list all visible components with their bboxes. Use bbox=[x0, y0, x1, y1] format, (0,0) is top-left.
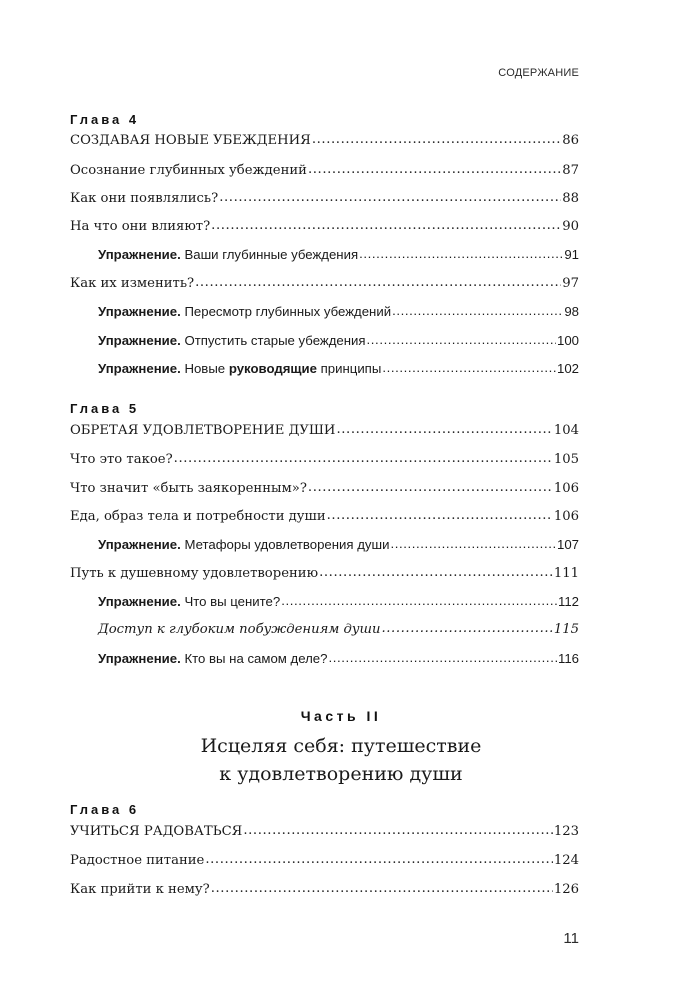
part-number: Часть II bbox=[300, 708, 382, 724]
toc-entry[interactable] bbox=[70, 133, 579, 153]
toc-entry-page: 106 bbox=[553, 481, 579, 496]
toc-entry-title: Что это такое? bbox=[70, 452, 173, 467]
exercise-title: Отпустить старые убеждения bbox=[184, 333, 366, 348]
toc-entry[interactable] bbox=[70, 509, 579, 529]
toc-entry-page: 111 bbox=[553, 566, 579, 581]
toc-entry[interactable] bbox=[70, 882, 579, 902]
toc-entry-title: Как прийти к нему? bbox=[70, 882, 210, 897]
toc-entry-title: ОБРЕТАЯ УДОВЛЕТВОРЕНИЕ ДУШИ bbox=[70, 423, 336, 438]
running-head: СОДЕРЖАНИЕ bbox=[498, 67, 579, 79]
page-number: 11 bbox=[563, 930, 579, 947]
toc-entry-page: 123 bbox=[553, 824, 579, 839]
dot-leader bbox=[327, 508, 553, 523]
exercise-label: Упражнение. bbox=[98, 361, 181, 376]
part-title-line-1: Исцеляя себя: путешествие bbox=[200, 735, 482, 757]
toc-entry[interactable] bbox=[70, 163, 579, 183]
exercise-label: Упражнение. bbox=[98, 651, 181, 666]
toc-entry-title: Еда, образ тела и потребности души bbox=[70, 509, 326, 524]
dot-leader bbox=[328, 650, 557, 665]
toc-entry[interactable] bbox=[70, 191, 579, 211]
toc-entry-title bbox=[98, 304, 391, 319]
toc-entry-page: 102 bbox=[556, 361, 579, 376]
toc-exercise-entry[interactable] bbox=[98, 304, 579, 324]
toc-entry-title: Что значит «быть заякоренным»? bbox=[70, 481, 307, 496]
toc-entry-page: 115 bbox=[553, 622, 579, 637]
toc-entry-page: 100 bbox=[556, 333, 579, 348]
dot-leader bbox=[308, 480, 553, 495]
dot-leader bbox=[381, 621, 552, 636]
toc-entry-page: 106 bbox=[553, 509, 579, 524]
dot-leader bbox=[367, 332, 556, 347]
toc-entry-page: 124 bbox=[553, 853, 579, 868]
toc-entry-title: Путь к душевному удовлетворению bbox=[70, 566, 319, 581]
exercise-title-part: принципы bbox=[320, 361, 382, 376]
exercise-title-part: Новые bbox=[184, 361, 226, 376]
toc-exercise-entry[interactable] bbox=[98, 537, 579, 557]
toc-entry-title bbox=[98, 361, 381, 376]
exercise-label: Упражнение. bbox=[98, 537, 181, 552]
exercise-label: Упражнение. bbox=[98, 304, 181, 319]
toc-entry-title: УЧИТЬСЯ РАДОВАТЬСЯ bbox=[70, 824, 243, 839]
exercise-title: Метафоры удовлетворения души bbox=[184, 537, 390, 552]
toc-entry[interactable] bbox=[70, 566, 579, 586]
toc-entry-page: 116 bbox=[557, 651, 579, 666]
toc-entry-page: 88 bbox=[562, 191, 579, 206]
toc-entry[interactable] bbox=[70, 219, 579, 239]
dot-leader bbox=[308, 162, 561, 177]
toc-entry[interactable] bbox=[70, 423, 579, 443]
toc-entry-page: 105 bbox=[553, 452, 579, 467]
toc-entry-title bbox=[98, 651, 327, 666]
chapter-6-label: Глава 6 bbox=[70, 802, 140, 817]
dot-leader bbox=[205, 852, 553, 867]
toc-entry[interactable] bbox=[70, 853, 579, 873]
dot-leader bbox=[219, 190, 561, 205]
toc-entry-title bbox=[98, 594, 280, 609]
toc-entry-title: Как они появлялись? bbox=[70, 191, 219, 206]
toc-entry[interactable] bbox=[70, 276, 579, 296]
toc-entry-page: 97 bbox=[562, 276, 579, 291]
exercise-title: Кто вы на самом деле? bbox=[184, 651, 328, 666]
toc-exercise-entry[interactable] bbox=[98, 651, 579, 671]
toc-entry[interactable] bbox=[70, 481, 579, 501]
dot-leader bbox=[174, 451, 553, 466]
toc-entry-title: Доступ к глубоким побуждениям души bbox=[98, 622, 381, 637]
exercise-label: Упражнение. bbox=[98, 247, 181, 262]
toc-entry-italic[interactable] bbox=[98, 622, 579, 642]
dot-leader bbox=[243, 823, 552, 838]
dot-leader bbox=[392, 303, 563, 318]
dot-leader bbox=[359, 246, 563, 261]
chapter-5-label: Глава 5 bbox=[70, 401, 140, 416]
chapter-4-label: Глава 4 bbox=[70, 112, 140, 127]
toc-exercise-entry[interactable] bbox=[98, 361, 579, 381]
toc-exercise-entry[interactable] bbox=[98, 333, 579, 353]
toc-entry-page: 126 bbox=[553, 882, 579, 897]
toc-entry-page: 107 bbox=[556, 537, 579, 552]
dot-leader bbox=[195, 275, 561, 290]
toc-entry-page: 104 bbox=[553, 423, 579, 438]
dot-leader bbox=[336, 422, 552, 437]
dot-leader bbox=[390, 536, 556, 551]
toc-entry-page: 90 bbox=[562, 219, 579, 234]
exercise-title-bold-part: руководящие bbox=[228, 361, 317, 376]
toc-entry-page: 87 bbox=[562, 163, 579, 178]
toc-entry-title: Осознание глубинных убеждений bbox=[70, 163, 307, 178]
toc-entry-title: Как их изменить? bbox=[70, 276, 195, 291]
dot-leader bbox=[382, 360, 556, 375]
toc-entry-title bbox=[98, 333, 366, 348]
dot-leader bbox=[211, 881, 553, 896]
toc-entry[interactable] bbox=[70, 824, 579, 844]
part-title-line-2: к удовлетворению души bbox=[219, 763, 463, 785]
toc-entry-title: Радостное питание bbox=[70, 853, 205, 868]
toc-entry-page: 91 bbox=[564, 247, 579, 262]
dot-leader bbox=[312, 132, 561, 147]
dot-leader bbox=[319, 565, 553, 580]
toc-entry-title bbox=[98, 537, 389, 552]
toc-entry-title: СОЗДАВАЯ НОВЫЕ УБЕЖДЕНИЯ bbox=[70, 133, 311, 148]
toc-entry-title bbox=[98, 247, 358, 262]
dot-leader bbox=[211, 218, 561, 233]
toc-entry-title: На что они влияют? bbox=[70, 219, 211, 234]
exercise-label: Упражнение. bbox=[98, 333, 181, 348]
toc-exercise-entry[interactable] bbox=[98, 247, 579, 267]
toc-exercise-entry[interactable] bbox=[98, 594, 579, 614]
exercise-title: Пересмотр глубинных убеждений bbox=[184, 304, 392, 319]
toc-entry-page: 112 bbox=[557, 594, 579, 609]
toc-entry-page: 98 bbox=[564, 304, 579, 319]
exercise-title: Что вы цените? bbox=[184, 594, 281, 609]
dot-leader bbox=[281, 593, 557, 608]
toc-entry-page: 86 bbox=[562, 133, 579, 148]
toc-entry[interactable] bbox=[70, 452, 579, 472]
exercise-title: Ваши глубинные убеждения bbox=[184, 247, 359, 262]
exercise-label: Упражнение. bbox=[98, 594, 181, 609]
